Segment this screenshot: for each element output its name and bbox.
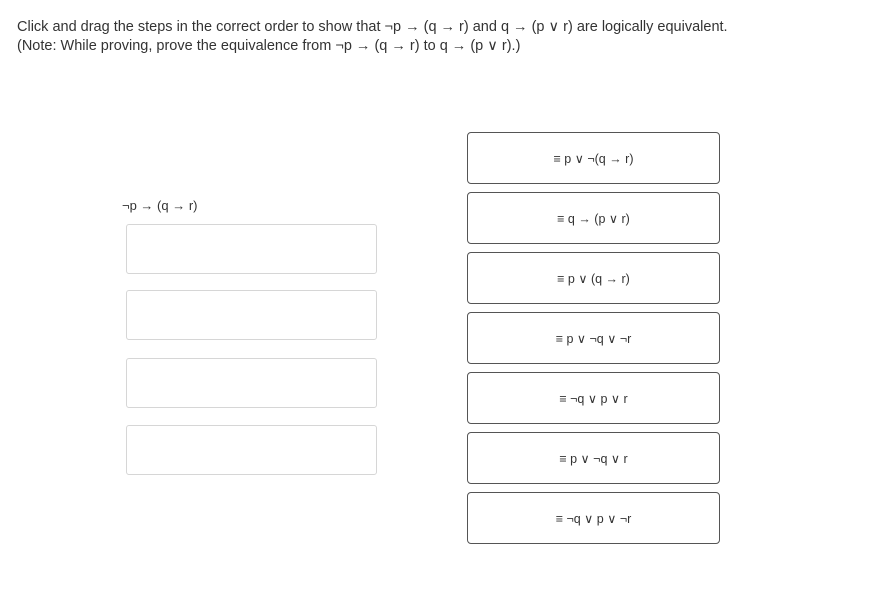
instructions-line-2: (Note: While proving, prove the equivalence from ¬p → (q → r) to q → (p ∨ r).) xyxy=(17,38,521,54)
step-card[interactable]: ≡ p ∨ ¬q ∨ ¬r xyxy=(467,312,720,364)
step-card[interactable]: ≡ p ∨ ¬(q → r) xyxy=(467,132,720,184)
instructions-line-1: Click and drag the steps in the correct order to show that ¬p → (q → r) and q → (p ∨ r) are logically equivalent. xyxy=(17,19,728,35)
proof-start-expression: ¬p → (q → r) xyxy=(122,198,198,213)
drop-slot-2[interactable] xyxy=(126,290,377,340)
step-card[interactable]: ≡ p ∨ (q → r) xyxy=(467,252,720,304)
drop-slot-1[interactable] xyxy=(126,224,377,274)
step-card[interactable]: ≡ ¬q ∨ p ∨ ¬r xyxy=(467,492,720,544)
step-card[interactable]: ≡ p ∨ ¬q ∨ r xyxy=(467,432,720,484)
step-card[interactable]: ≡ ¬q ∨ p ∨ r xyxy=(467,372,720,424)
instructions xyxy=(17,18,857,56)
step-card[interactable]: ≡ q → (p ∨ r) xyxy=(467,192,720,244)
drop-slot-3[interactable] xyxy=(126,358,377,408)
drop-slot-4[interactable] xyxy=(126,425,377,475)
